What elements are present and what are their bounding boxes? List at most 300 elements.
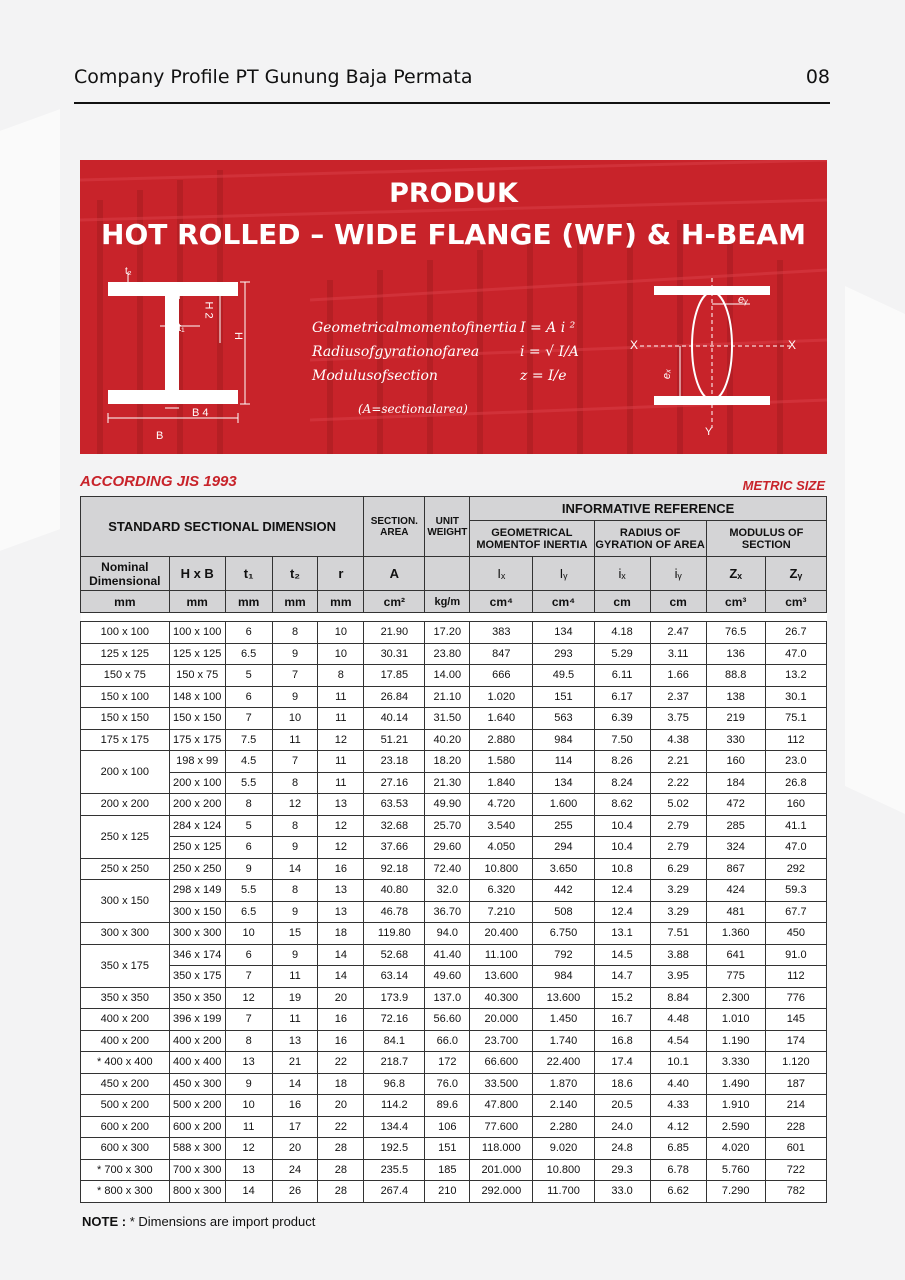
- table-cell: 114.2: [364, 1095, 425, 1117]
- table-cell: 24.0: [594, 1116, 650, 1138]
- table-cell: 450: [765, 923, 826, 945]
- note-label: NOTE :: [82, 1214, 127, 1229]
- product-banner: [80, 160, 827, 454]
- table-cell: 119.80: [364, 923, 425, 945]
- table-cell: 4.38: [650, 729, 706, 751]
- label-t1: t₁: [178, 322, 185, 334]
- table-cell: 192.5: [364, 1138, 425, 1160]
- table-cell: 6.320: [470, 880, 533, 902]
- table-row: [81, 794, 827, 816]
- cell-nominal: 500 x 200: [81, 1095, 170, 1117]
- table-row: [81, 772, 827, 794]
- table-cell: 145: [765, 1009, 826, 1031]
- unit-mm: mm: [81, 591, 170, 613]
- unit-cm3: cm³: [706, 591, 765, 613]
- table-cell: 18: [318, 1073, 364, 1095]
- table-cell: 9: [272, 901, 318, 923]
- table-cell: 137.0: [425, 987, 470, 1009]
- table-cell: 10: [318, 643, 364, 665]
- table-cell: 219: [706, 708, 765, 730]
- table-cell: 481: [706, 901, 765, 923]
- table-row: [81, 1138, 827, 1160]
- table-cell: 11: [225, 1116, 272, 1138]
- table-cell: 8: [272, 622, 318, 644]
- cell-nominal: 200 x 200: [81, 794, 170, 816]
- table-cell: 12: [225, 1138, 272, 1160]
- table-cell: 3.29: [650, 901, 706, 923]
- table-cell: 7.210: [470, 901, 533, 923]
- table-cell: 40.80: [364, 880, 425, 902]
- table-row: [81, 944, 827, 966]
- table-cell: 12: [318, 837, 364, 859]
- table-cell: 200 x 200: [169, 794, 225, 816]
- banner-subheading: HOT ROLLED – WIDE FLANGE (WF) & H-BEAM: [101, 218, 806, 251]
- table-cell: 151: [425, 1138, 470, 1160]
- table-cell: 13: [318, 794, 364, 816]
- table-cell: 18.20: [425, 751, 470, 773]
- table-cell: 94.0: [425, 923, 470, 945]
- table-cell: 46.78: [364, 901, 425, 923]
- table-cell: 3.650: [533, 858, 594, 880]
- table-cell: 112: [765, 966, 826, 988]
- table-cell: 6: [225, 944, 272, 966]
- table-cell: 13: [225, 1052, 272, 1074]
- table-cell: 160: [765, 794, 826, 816]
- table-cell: 6.78: [650, 1159, 706, 1181]
- header-Ix: Iₓ: [470, 557, 533, 591]
- header-standard-dimension: STANDARD SECTIONAL DIMENSION: [81, 497, 364, 557]
- table-cell: 442: [533, 880, 594, 902]
- table-cell: 23.18: [364, 751, 425, 773]
- table-cell: 5.5: [225, 880, 272, 902]
- table-cell: 12: [318, 729, 364, 751]
- table-cell: 77.600: [470, 1116, 533, 1138]
- cell-nominal: 400 x 200: [81, 1009, 170, 1031]
- table-cell: 1.910: [706, 1095, 765, 1117]
- table-cell: 17: [272, 1116, 318, 1138]
- table-cell: 29.3: [594, 1159, 650, 1181]
- cell-nominal: * 700 x 300: [81, 1159, 170, 1181]
- table-cell: 6.85: [650, 1138, 706, 1160]
- table-cell: 6.5: [225, 643, 272, 665]
- table-cell: 228: [765, 1116, 826, 1138]
- table-cell: 100 x 100: [169, 622, 225, 644]
- table-cell: 500 x 200: [169, 1095, 225, 1117]
- table-row: [81, 987, 827, 1009]
- table-cell: 2.47: [650, 622, 706, 644]
- unit-mm: mm: [318, 591, 364, 613]
- table-cell: 400 x 200: [169, 1030, 225, 1052]
- table-cell: 12: [272, 794, 318, 816]
- table-cell: 49.60: [425, 966, 470, 988]
- table-cell: 11.700: [533, 1181, 594, 1203]
- header-informative-reference: INFORMATIVE REFERENCE: [470, 497, 827, 521]
- metric-size-label: METRIC SIZE: [742, 478, 825, 493]
- table-cell: 7.5: [225, 729, 272, 751]
- label-ey: eᵧ: [738, 294, 749, 306]
- table-cell: 6.39: [594, 708, 650, 730]
- table-cell: 792: [533, 944, 594, 966]
- table-cell: 6.750: [533, 923, 594, 945]
- table-cell: 250 x 250: [169, 858, 225, 880]
- table-cell: 2.140: [533, 1095, 594, 1117]
- table-cell: 6.17: [594, 686, 650, 708]
- table-cell: 7.290: [706, 1181, 765, 1203]
- header-A: A: [364, 557, 425, 591]
- table-cell: 8: [272, 880, 318, 902]
- table-cell: 76.0: [425, 1073, 470, 1095]
- table-cell: 72.16: [364, 1009, 425, 1031]
- table-cell: 292.000: [470, 1181, 533, 1203]
- table-cell: 32.68: [364, 815, 425, 837]
- formula-expr-gyration: i = √ I/A: [520, 344, 579, 360]
- table-cell: 84.1: [364, 1030, 425, 1052]
- table-cell: 28: [318, 1138, 364, 1160]
- table-row: [81, 1030, 827, 1052]
- header-Zy: Zᵧ: [765, 557, 826, 591]
- table-cell: 8: [225, 1030, 272, 1052]
- table-cell: 2.22: [650, 772, 706, 794]
- table-cell: 472: [706, 794, 765, 816]
- table-cell: 214: [765, 1095, 826, 1117]
- table-cell: 1.450: [533, 1009, 594, 1031]
- table-cell: 8: [272, 772, 318, 794]
- table-cell: 10.8: [594, 858, 650, 880]
- table-cell: 3.88: [650, 944, 706, 966]
- label-x-right: X: [788, 338, 797, 352]
- table-cell: 9: [272, 643, 318, 665]
- table-cell: 563: [533, 708, 594, 730]
- table-cell: 52.68: [364, 944, 425, 966]
- table-cell: 424: [706, 880, 765, 902]
- table-cell: 10.800: [470, 858, 533, 880]
- table-cell: 15: [272, 923, 318, 945]
- table-cell: 150 x 150: [169, 708, 225, 730]
- table-cell: 27.16: [364, 772, 425, 794]
- table-cell: 106: [425, 1116, 470, 1138]
- table-cell: 13: [318, 901, 364, 923]
- table-cell: 22.400: [533, 1052, 594, 1074]
- table-cell: 96.8: [364, 1073, 425, 1095]
- table-cell: 9: [272, 944, 318, 966]
- table-row: [81, 858, 827, 880]
- table-cell: 3.11: [650, 643, 706, 665]
- table-cell: 47.0: [765, 837, 826, 859]
- table-row: [81, 1159, 827, 1181]
- table-cell: 4.12: [650, 1116, 706, 1138]
- table-cell: 383: [470, 622, 533, 644]
- label-h: H: [231, 332, 244, 340]
- formula-label-modulus: Modulusofsection: [312, 368, 438, 384]
- table-cell: 26.84: [364, 686, 425, 708]
- table-cell: 847: [470, 643, 533, 665]
- table-row: [81, 1009, 827, 1031]
- table-cell: 298 x 149: [169, 880, 225, 902]
- cell-nominal: 400 x 200: [81, 1030, 170, 1052]
- cell-nominal: 200 x 100: [81, 751, 170, 794]
- table-cell: 7: [272, 665, 318, 687]
- table-cell: 28: [318, 1159, 364, 1181]
- table-cell: 66.600: [470, 1052, 533, 1074]
- table-row: [81, 1116, 827, 1138]
- table-row: [81, 1181, 827, 1203]
- table-cell: 66.0: [425, 1030, 470, 1052]
- table-cell: 4.050: [470, 837, 533, 859]
- table-cell: 2.300: [706, 987, 765, 1009]
- page-header: [74, 62, 830, 104]
- table-cell: 23.700: [470, 1030, 533, 1052]
- formula-expr-inertia: I = A i ²: [520, 320, 576, 336]
- table-cell: 88.8: [706, 665, 765, 687]
- standard-label: ACCORDING JIS 1993: [80, 473, 237, 490]
- table-cell: 40.20: [425, 729, 470, 751]
- cell-nominal: 150 x 100: [81, 686, 170, 708]
- table-cell: 114: [533, 751, 594, 773]
- table-cell: 150 x 75: [169, 665, 225, 687]
- unit-cm4: cm⁴: [470, 591, 533, 613]
- table-cell: 300 x 300: [169, 923, 225, 945]
- table-cell: 187: [765, 1073, 826, 1095]
- table-cell: 134: [533, 622, 594, 644]
- unit-cm: cm: [650, 591, 706, 613]
- cell-nominal: 175 x 175: [81, 729, 170, 751]
- table-cell: 722: [765, 1159, 826, 1181]
- wf-spec-table: [80, 496, 827, 1203]
- table-cell: 21: [272, 1052, 318, 1074]
- header-t2: t₂: [272, 557, 318, 591]
- table-cell: 17.85: [364, 665, 425, 687]
- table-cell: 210: [425, 1181, 470, 1203]
- table-cell: 28: [318, 1181, 364, 1203]
- table-cell: 5.760: [706, 1159, 765, 1181]
- table-cell: 1.640: [470, 708, 533, 730]
- page-number: 08: [805, 66, 830, 88]
- table-row: [81, 686, 827, 708]
- table-cell: 24.8: [594, 1138, 650, 1160]
- table-cell: 23.80: [425, 643, 470, 665]
- table-cell: 2.21: [650, 751, 706, 773]
- table-cell: 1.190: [706, 1030, 765, 1052]
- table-cell: 11: [272, 729, 318, 751]
- table-cell: 5.5: [225, 772, 272, 794]
- table-cell: 8.24: [594, 772, 650, 794]
- table-cell: 13.1: [594, 923, 650, 945]
- table-cell: 47.0: [765, 643, 826, 665]
- table-cell: 324: [706, 837, 765, 859]
- table-cell: 300 x 150: [169, 901, 225, 923]
- table-cell: 125 x 125: [169, 643, 225, 665]
- table-cell: 56.60: [425, 1009, 470, 1031]
- table-cell: 72.40: [425, 858, 470, 880]
- table-cell: 33.500: [470, 1073, 533, 1095]
- table-row: [81, 708, 827, 730]
- table-cell: 250 x 125: [169, 837, 225, 859]
- table-cell: 3.95: [650, 966, 706, 988]
- table-cell: 30.1: [765, 686, 826, 708]
- table-cell: 1.490: [706, 1073, 765, 1095]
- table-cell: 26.7: [765, 622, 826, 644]
- table-cell: 11: [318, 751, 364, 773]
- header-unit-weight: UNIT WEIGHT: [425, 497, 470, 557]
- table-cell: 63.14: [364, 966, 425, 988]
- table-cell: 2.79: [650, 815, 706, 837]
- table-body: [81, 613, 827, 1203]
- formula-label-inertia: Geometricalmomentofinertia: [312, 320, 518, 336]
- table-cell: 14: [318, 944, 364, 966]
- table-cell: 10.800: [533, 1159, 594, 1181]
- table-cell: 24: [272, 1159, 318, 1181]
- table-cell: 8: [318, 665, 364, 687]
- header-blank: [425, 557, 470, 591]
- table-cell: 400 x 400: [169, 1052, 225, 1074]
- table-cell: 21.30: [425, 772, 470, 794]
- header-ix: iₓ: [594, 557, 650, 591]
- table-cell: 20.400: [470, 923, 533, 945]
- cell-nominal: * 800 x 300: [81, 1181, 170, 1203]
- table-cell: 2.590: [706, 1116, 765, 1138]
- table-cell: 13.600: [470, 966, 533, 988]
- table-cell: 284 x 124: [169, 815, 225, 837]
- table-cell: 14.7: [594, 966, 650, 988]
- header-radius-gyration: RADIUS OF GYRATION OF AREA: [594, 521, 706, 557]
- table-cell: 14: [225, 1181, 272, 1203]
- table-cell: 118.000: [470, 1138, 533, 1160]
- table-cell: 4.33: [650, 1095, 706, 1117]
- table-cell: 255: [533, 815, 594, 837]
- table-cell: 51.21: [364, 729, 425, 751]
- table-cell: 8.84: [650, 987, 706, 1009]
- table-cell: 4.54: [650, 1030, 706, 1052]
- label-b4: B 4: [192, 407, 209, 419]
- table-cell: 11: [318, 708, 364, 730]
- cell-nominal: 600 x 200: [81, 1116, 170, 1138]
- cell-nominal: 100 x 100: [81, 622, 170, 644]
- table-cell: 136: [706, 643, 765, 665]
- table-cell: 41.1: [765, 815, 826, 837]
- header-geometrical-moment: GEOMETRICAL MOMENTOF INERTIA: [470, 521, 594, 557]
- header-r: r: [318, 557, 364, 591]
- table-cell: 49.5: [533, 665, 594, 687]
- table-cell: 63.53: [364, 794, 425, 816]
- table-cell: 89.6: [425, 1095, 470, 1117]
- table-cell: 148 x 100: [169, 686, 225, 708]
- table-cell: 134.4: [364, 1116, 425, 1138]
- table-cell: 3.540: [470, 815, 533, 837]
- table-cell: 40.300: [470, 987, 533, 1009]
- table-cell: 10: [318, 622, 364, 644]
- cell-nominal: 250 x 250: [81, 858, 170, 880]
- table-cell: 9.020: [533, 1138, 594, 1160]
- table-cell: 184: [706, 772, 765, 794]
- unit-mm: mm: [169, 591, 225, 613]
- label-y: Y: [705, 426, 713, 438]
- table-cell: 20.000: [470, 1009, 533, 1031]
- cell-nominal: * 400 x 400: [81, 1052, 170, 1074]
- table-cell: 4.720: [470, 794, 533, 816]
- table-cell: 10.4: [594, 815, 650, 837]
- table-cell: 450 x 300: [169, 1073, 225, 1095]
- table-cell: 31.50: [425, 708, 470, 730]
- table-cell: 13.600: [533, 987, 594, 1009]
- table-cell: 1.840: [470, 772, 533, 794]
- table-cell: 1.360: [706, 923, 765, 945]
- table-cell: 15.2: [594, 987, 650, 1009]
- header-iy: iᵧ: [650, 557, 706, 591]
- table-cell: 6.5: [225, 901, 272, 923]
- table-cell: 14: [318, 966, 364, 988]
- cell-nominal: 250 x 125: [81, 815, 170, 858]
- unit-cm3: cm³: [765, 591, 826, 613]
- table-cell: 29.60: [425, 837, 470, 859]
- table-cell: 1.010: [706, 1009, 765, 1031]
- table-cell: 12: [318, 815, 364, 837]
- table-cell: 601: [765, 1138, 826, 1160]
- table-cell: 11: [272, 1009, 318, 1031]
- table-cell: 92.18: [364, 858, 425, 880]
- table-cell: 12.4: [594, 901, 650, 923]
- table-cell: 3.29: [650, 880, 706, 902]
- table-cell: 235.5: [364, 1159, 425, 1181]
- table-cell: 8.26: [594, 751, 650, 773]
- unit-kgm: kg/m: [425, 591, 470, 613]
- table-row: [81, 901, 827, 923]
- table-cell: 267.4: [364, 1181, 425, 1203]
- table-cell: 4.40: [650, 1073, 706, 1095]
- table-cell: 396 x 199: [169, 1009, 225, 1031]
- table-cell: 138: [706, 686, 765, 708]
- table-cell: 984: [533, 729, 594, 751]
- table-cell: 13: [272, 1030, 318, 1052]
- table-cell: 20: [318, 1095, 364, 1117]
- table-cell: 2.37: [650, 686, 706, 708]
- table-cell: 9: [272, 837, 318, 859]
- table-cell: 11: [272, 966, 318, 988]
- table-cell: 9: [272, 686, 318, 708]
- formula-label-gyration: Radiusofgyrationofarea: [312, 344, 480, 360]
- table-cell: 12.4: [594, 880, 650, 902]
- table-cell: 32.0: [425, 880, 470, 902]
- table-cell: 7: [272, 751, 318, 773]
- formula-expr-modulus: z = I/e: [520, 368, 567, 384]
- table-cell: 7: [225, 708, 272, 730]
- table-cell: 293: [533, 643, 594, 665]
- table-cell: 36.70: [425, 901, 470, 923]
- unit-mm: mm: [225, 591, 272, 613]
- table-cell: 7.50: [594, 729, 650, 751]
- table-cell: 18: [318, 923, 364, 945]
- table-cell: 508: [533, 901, 594, 923]
- header-modulus-section: MODULUS OF SECTION: [706, 521, 826, 557]
- table-cell: 10: [225, 1095, 272, 1117]
- table-row: [81, 837, 827, 859]
- background-shard: [0, 109, 60, 551]
- table-cell: 1.870: [533, 1073, 594, 1095]
- table-cell: 641: [706, 944, 765, 966]
- table-cell: 75.1: [765, 708, 826, 730]
- note-text: * Dimensions are import product: [129, 1214, 316, 1229]
- label-t2-top: t₂: [125, 266, 132, 277]
- footnote: [82, 1214, 315, 1229]
- table-cell: 18.6: [594, 1073, 650, 1095]
- table-cell: 666: [470, 665, 533, 687]
- table-cell: 22: [318, 1116, 364, 1138]
- table-cell: 175 x 175: [169, 729, 225, 751]
- table-cell: 10: [272, 708, 318, 730]
- table-cell: 8.62: [594, 794, 650, 816]
- table-cell: 12: [225, 987, 272, 1009]
- table-cell: 294: [533, 837, 594, 859]
- table-cell: 151: [533, 686, 594, 708]
